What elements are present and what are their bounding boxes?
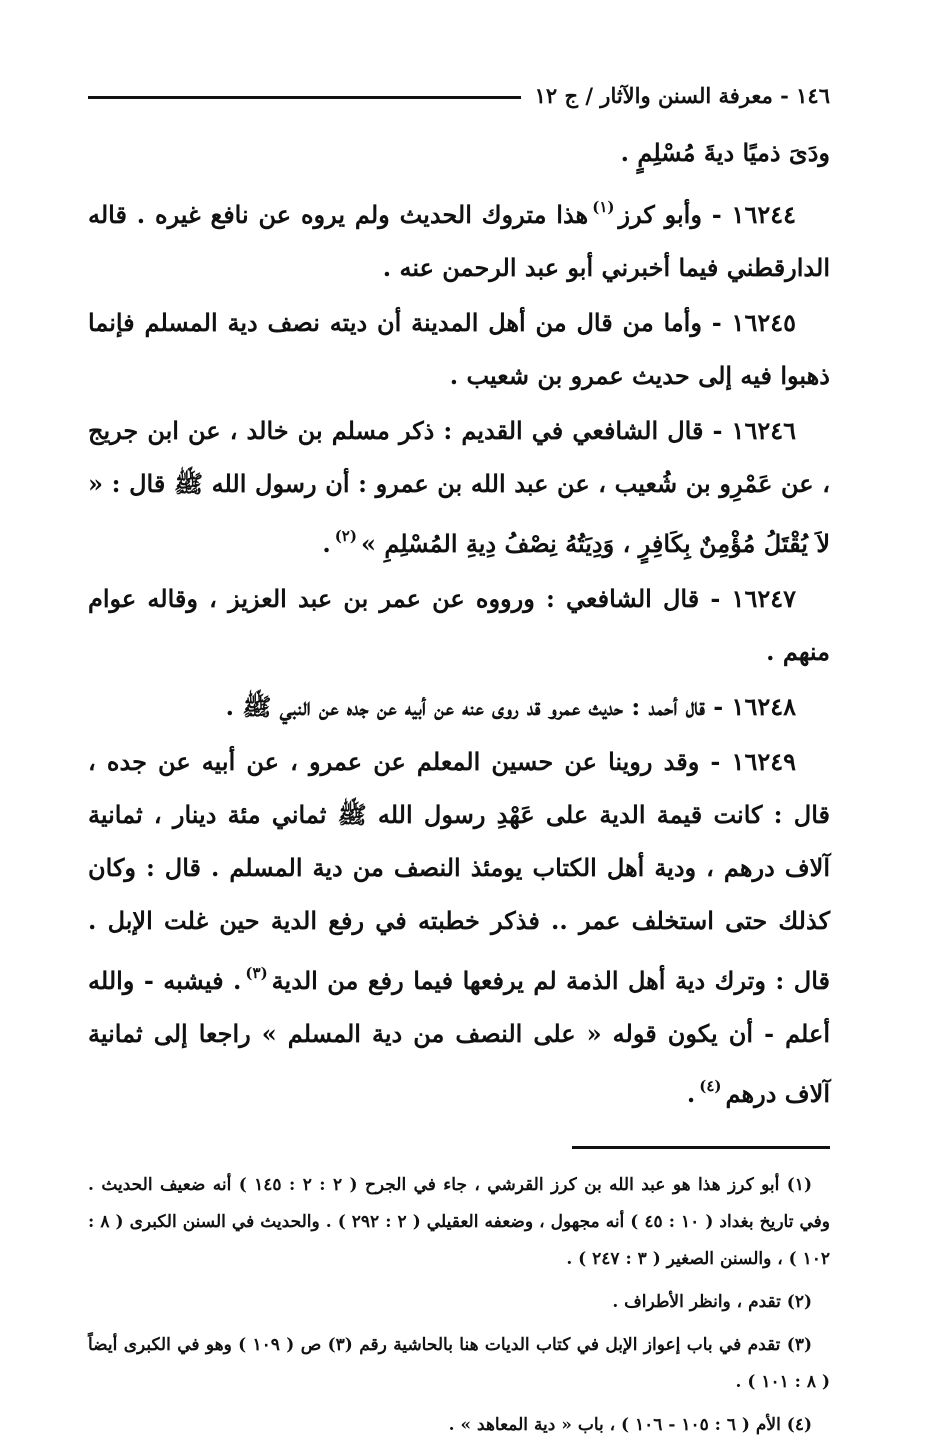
paragraph-0: ودَىَ ذميًا ديةَ مُسْلِمٍ . <box>620 138 830 167</box>
footnote-ref: (١) <box>592 198 615 216</box>
paragraph-16249: ١٦٢٤٩ - وقد روينا عن حسين المعلم عن عمرو ، عن أبيه عن جده ، قال : كانت قيمة الدية على عَهْدِ رسول الله ﷺ ثماني مئة دينار ، ثمانية آلاف درهم ، ودية أهل الكتاب يومئذ النصف من دية المسلم . قال : وكان كذلك حتى استخلف عمر .. فذكر خطبته في رفع الدية حين غلت الإبل . قال : وترك دية أهل الذمة لم يرفعها فيما رفع من الدية$^{(٣)}$. فيشبه - والله أعلم - أن يكون قوله « على النصف من دية المسلم » راجعا إلى ثمانية آلاف درهم$^{(٤)}$. <box>88 747 831 1108</box>
footnote-separator <box>572 1146 830 1149</box>
header-rule <box>88 96 521 99</box>
footnote-ref: (٤) <box>699 1077 722 1095</box>
running-head-text: ١٤٦ - معرفة السنن والآثار / ج ١٢ <box>534 82 830 108</box>
footnotes <box>88 1167 830 1444</box>
running-head <box>88 78 830 112</box>
footnote-1: (١) أبو كرز هذا هو عبد الله بن كرز القرشي ، جاء في الجرح ( ٢ : ٢ : ١٤٥ ) أنه ضعيف الحديث . وفي تاريخ بغداد ( ١٠ : ٤٥ ) أنه مجهول ، وضعفه العقيلي ( ٢ : ٢٩٢ ) . والحديث في السنن الكبرى ( ٨ : ١٠٢ ) ، والسنن الصغير ( ٣ : ٢٤٧ ) . <box>88 1175 830 1269</box>
footnote-ref: (٣) <box>245 964 268 982</box>
page <box>88 78 830 1450</box>
paragraph-16247: ١٦٢٤٧ - قال الشافعي : ورووه عن عمر بن عبد العزيز ، وقاله عوام منهم . <box>88 584 830 666</box>
footnote-2: (٢) تقدم ، وانظر الأطراف . <box>612 1292 812 1312</box>
paragraph-16245: ١٦٢٤٥ - وأما من قال من أهل المدينة أن ديته نصف دية المسلم فإنما ذهبوا فيه إلى حديث عمرو بن شعيب . <box>88 308 830 390</box>
footnote-3: (٣) تقدم في باب إعواز الإبل في كتاب الديات هنا بالحاشية رقم (٣) ص ( ١٠٩ ) وهو في الكبرى أيضاً ( ٨ : ١٠١ ) . <box>88 1335 830 1392</box>
paragraph-16244: ١٦٢٤٤ - وأبو كرز$^{(١)}$هذا متروك الحديث ولم يروه عن نافع غيره . قاله الدارقطني فيما أخبرني أبو عبد الرحمن عنه . <box>88 198 830 282</box>
paragraph-16246: ١٦٢٤٦ - قال الشافعي في القديم : ذكر مسلم بن خالد ، عن ابن جريج ، عن عَمْرِو بن شُعيب ، عن عبد الله بن عمرو : أن رسول الله ﷺ قال : « لاَ يُقْتَلُ مُؤْمِنٌ بِكَافِرٍ ، وَدِيَتُهُ نِصْفُ دِيةِ المُسْلِمِ »$^{(٢)}$. <box>88 416 830 558</box>
footnote-4: (٤) الأم ( ٦ : ١٠٥ - ١٠٦ ) ، باب « دية المعاهد » . <box>448 1415 812 1435</box>
footnote-ref: (٢) <box>334 527 357 545</box>
paragraph-16248: ١٦٢٤٨ - قال أحمد : حديث عمرو قد روى عنه عن أبيه عن جده عن النبي ﷺ . <box>225 692 796 721</box>
main-text <box>88 126 830 1120</box>
